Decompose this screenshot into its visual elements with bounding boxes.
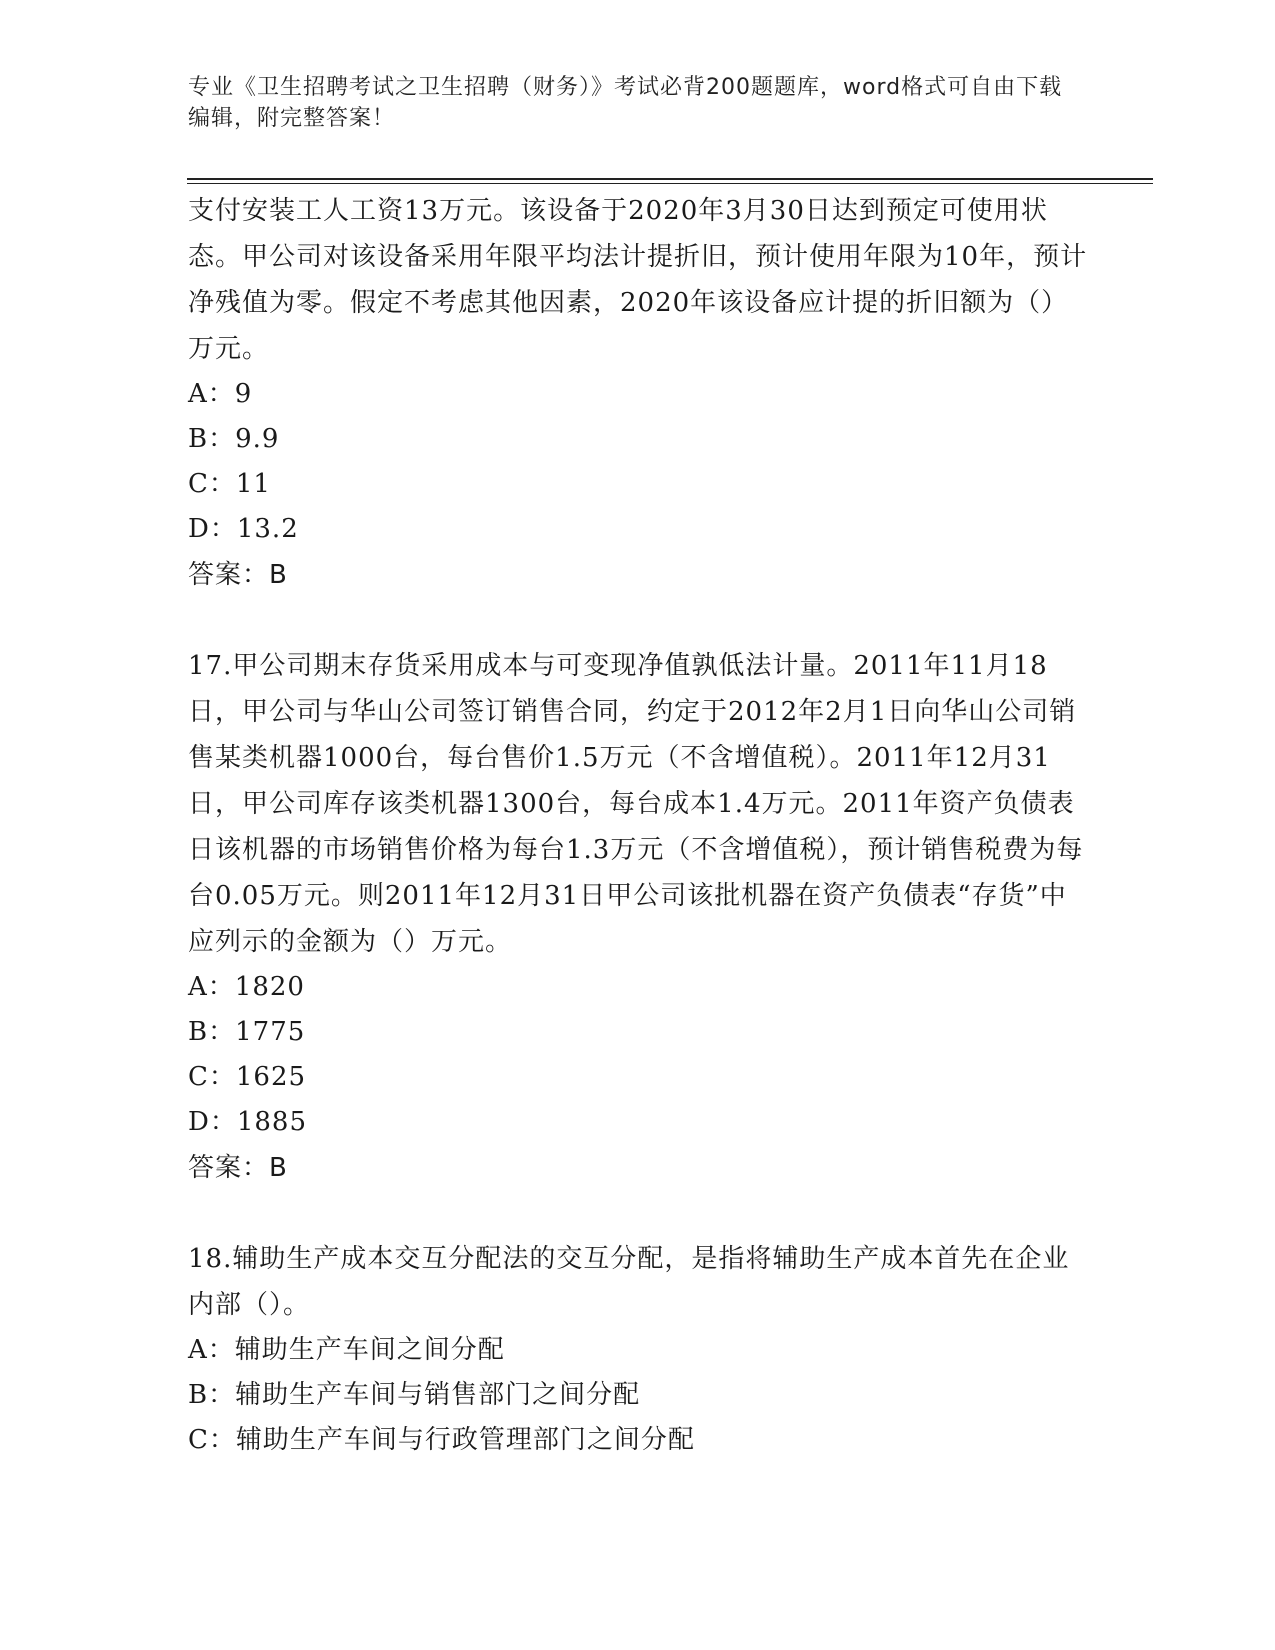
option-a: A：1820: [188, 972, 305, 1002]
question-block: [188, 1236, 1088, 1463]
question-block: [188, 188, 1088, 598]
option-a: A：9: [188, 379, 253, 409]
question-stem: 18.辅助生产成本交互分配法的交互分配，是指将辅助生产成本首先在企业内部（）。: [188, 1244, 1070, 1320]
option-b: B：9.9: [188, 424, 280, 454]
option-a: A：辅助生产车间之间分配: [188, 1335, 505, 1365]
answer-line: 答案：B: [188, 1153, 288, 1183]
option-d: D：1885: [188, 1107, 308, 1137]
question-block: [188, 643, 1088, 1191]
question-list: [188, 188, 1088, 1463]
option-c: C：11: [188, 469, 271, 499]
document-header: [188, 72, 1068, 134]
header-divider-thin: [187, 183, 1153, 184]
question-stem: 支付安装工人工资13万元。该设备于2020年3月30日达到预定可使用状态。甲公司对该设备采用年限平均法计提折旧，预计使用年限为10年，预计净残值为零。假定不考虑其他因素，2020年该设备应计提的折旧额为（）万元。: [188, 196, 1088, 364]
option-b: B：1775: [188, 1017, 306, 1047]
option-c: C：1625: [188, 1062, 307, 1092]
header-title: 专业《卫生招聘考试之卫生招聘（财务）》考试必背200题题库，word格式可自由下载编辑，附完整答案！: [188, 75, 1063, 131]
option-c: C：辅助生产车间与行政管理部门之间分配: [188, 1425, 695, 1455]
question-stem: 17.甲公司期末存货采用成本与可变现净值孰低法计量。2011年11月18日，甲公司与华山公司签订销售合同，约定于2012年2月1日向华山公司销售某类机器1000台，每台售价1.5万元（不含增值税）。2011年12月31日，甲公司库存该类机器1300台，每台成本1.4万元。2011年资产负债表日该机器的市场销售价格为每台1.3万元（不含增值税），预计销售税费为每台0.05万元。则2011年12月31日甲公司该批机器在资产负债表“存货”中应列示的金额为（）万元。: [188, 651, 1084, 957]
option-b: B：辅助生产车间与销售部门之间分配: [188, 1380, 641, 1410]
header-divider-thick: [187, 178, 1153, 180]
answer-line: 答案：B: [188, 560, 288, 590]
option-d: D：13.2: [188, 514, 299, 544]
